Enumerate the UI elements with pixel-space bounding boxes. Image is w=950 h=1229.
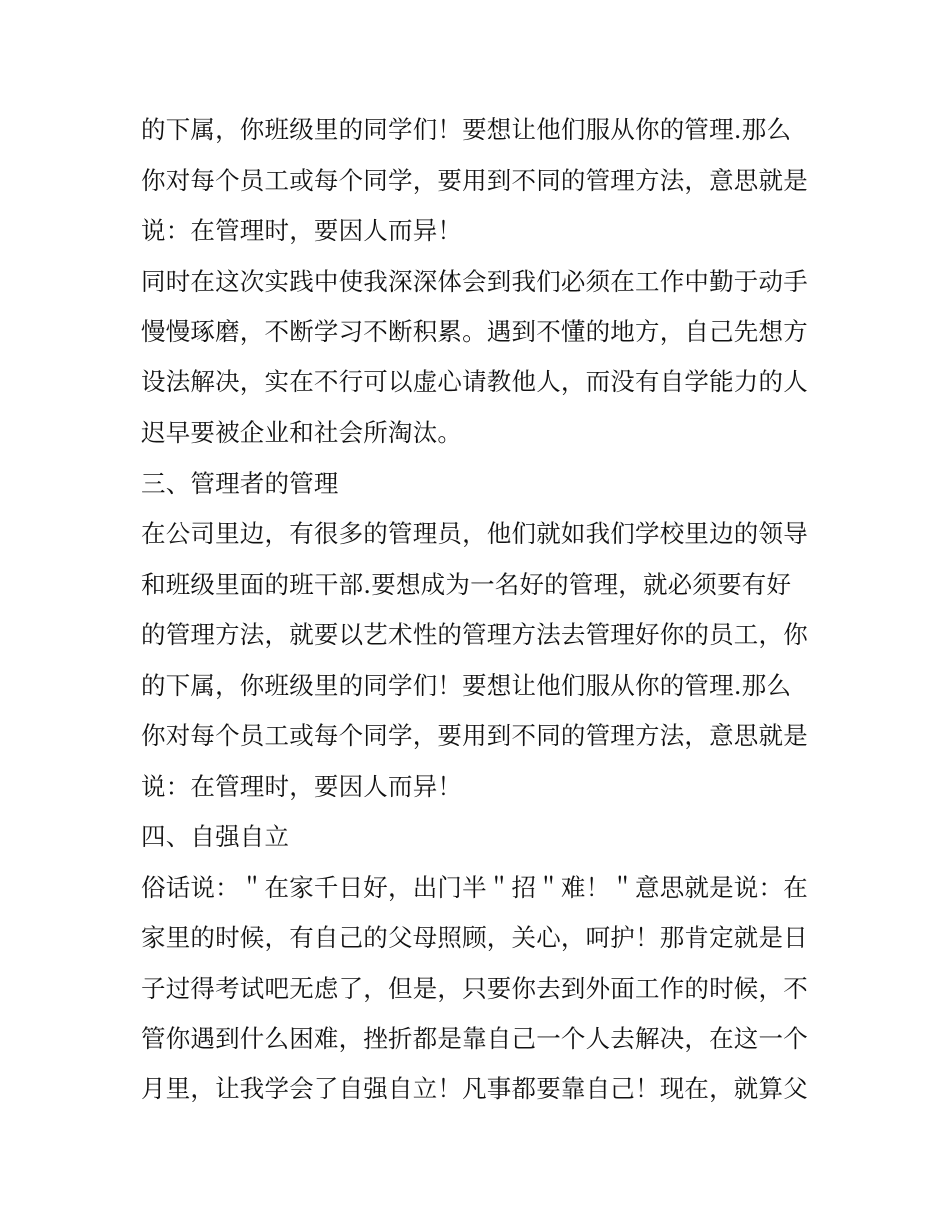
text-line: 俗话说：＂在家千日好，出门半＂招＂难！＂意思就是说：在	[141, 873, 808, 902]
text-line: 的管理方法，就要以艺术性的管理方法去管理好你的员工，你	[141, 620, 808, 649]
text-line: 说：在管理时，要因人而异！	[141, 772, 463, 801]
text-line: 的下属，你班级里的同学们！要想让他们服从你的管理.那么	[141, 671, 792, 700]
text-line: 你对每个员工或每个同学，要用到不同的管理方法，意思就是	[141, 721, 808, 750]
text-line: 的下属，你班级里的同学们！要想让他们服从你的管理.那么	[141, 115, 792, 144]
text-line: 迟早要被企业和社会所淘汰。	[141, 418, 463, 447]
text-line: 月里，让我学会了自强自立！凡事都要靠自己！现在，就算父	[141, 1074, 808, 1103]
text-line: 你对每个员工或每个同学，要用到不同的管理方法，意思就是	[141, 166, 808, 195]
text-line: 管你遇到什么困难，挫折都是靠自己一个人去解决，在这一个	[141, 1024, 808, 1053]
text-line: 在公司里边，有很多的管理员，他们就如我们学校里边的领导	[141, 519, 808, 548]
text-line: 慢慢琢磨，不断学习不断积累。遇到不懂的地方，自己先想方	[141, 317, 808, 346]
text-line: 家里的时候，有自己的父母照顾，关心，呵护！那肯定就是日	[141, 923, 808, 952]
text-line: 和班级里面的班干部.要想成为一名好的管理，就必须要有好	[141, 570, 792, 599]
section-heading: 三、管理者的管理	[141, 469, 339, 498]
text-line: 同时在这次实践中使我深深体会到我们必须在工作中勤于动手	[141, 267, 808, 296]
text-line: 设法解决，实在不行可以虚心请教他人，而没有自学能力的人	[141, 367, 808, 396]
text-line: 说：在管理时，要因人而异！	[141, 216, 463, 245]
section-heading: 四、自强自立	[141, 822, 290, 851]
text-line: 子过得考试吧无虑了，但是，只要你去到外面工作的时候，不	[141, 974, 808, 1003]
